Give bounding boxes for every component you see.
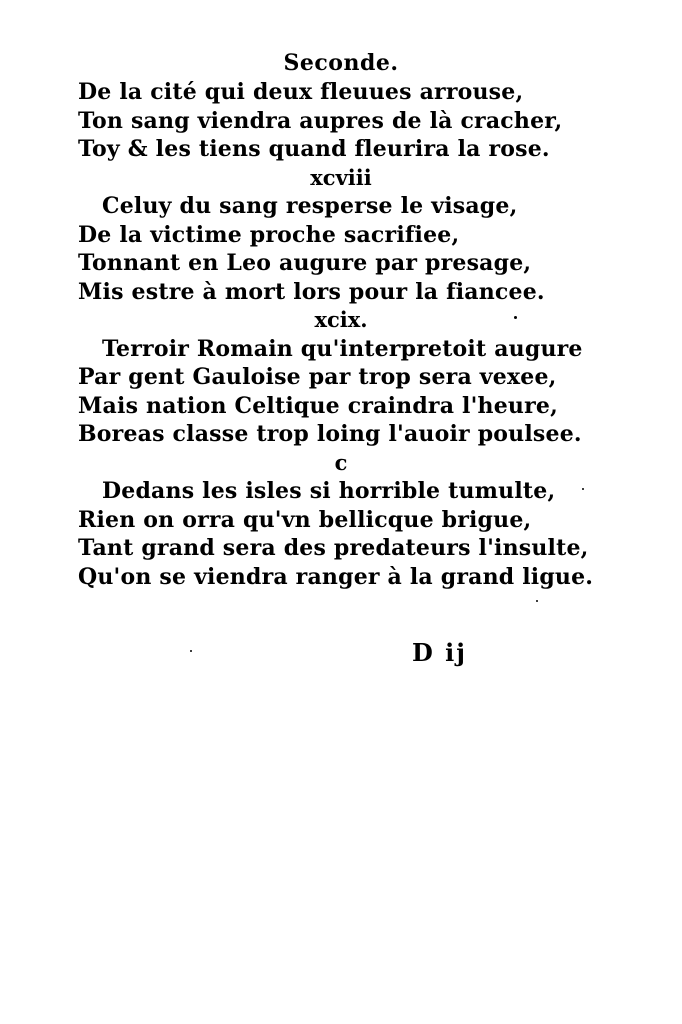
verse-line: Mais nation Celtique craindra l'heure, xyxy=(78,392,558,419)
verse-line: Dedans les isles si horrible tumulte, xyxy=(102,478,556,504)
verse-line: De la victime proche sacrifiee, xyxy=(78,221,460,248)
verse-line: Qu'on se viendra ranger à la grand ligue. xyxy=(78,563,594,590)
verse-line: Rien on orra qu'vn bellicque brigue, xyxy=(78,506,532,533)
quatrain-number: xcix. xyxy=(314,307,368,332)
ink-speck xyxy=(514,316,517,319)
verse-line: Tonnant en Leo augure par presage, xyxy=(78,250,532,276)
verse-line: Par gent Gauloise par trop sera vexee, xyxy=(78,364,557,390)
ink-speck xyxy=(582,488,584,490)
verse-line: Boreas classe trop loing l'auoir poulsee. xyxy=(78,421,582,447)
ink-speck xyxy=(536,600,538,602)
quatrain-number: xcviii xyxy=(310,164,372,190)
signature-mark: D ij xyxy=(412,638,467,667)
running-head: Seconde. xyxy=(283,50,399,76)
verse-line: De la cité qui deux fleuues arrouse, xyxy=(78,79,524,105)
verse-line: Mis estre à mort lors pour la fiancee. xyxy=(78,278,545,305)
verse-block xyxy=(78,78,638,591)
verse-line: Celuy du sang resperse le visage, xyxy=(102,193,518,219)
quatrain-number: c xyxy=(334,449,348,475)
verse-line: Terroir Romain qu'interpretoit augure xyxy=(102,335,583,362)
verse-line: Ton sang viendra aupres de là cracher, xyxy=(78,107,563,134)
verse-line: Tant grand sera des predateurs l'insulte, xyxy=(78,535,589,561)
verse-line: Toy & les tiens quand fleurira la rose. xyxy=(78,136,550,162)
ink-speck xyxy=(190,650,192,652)
